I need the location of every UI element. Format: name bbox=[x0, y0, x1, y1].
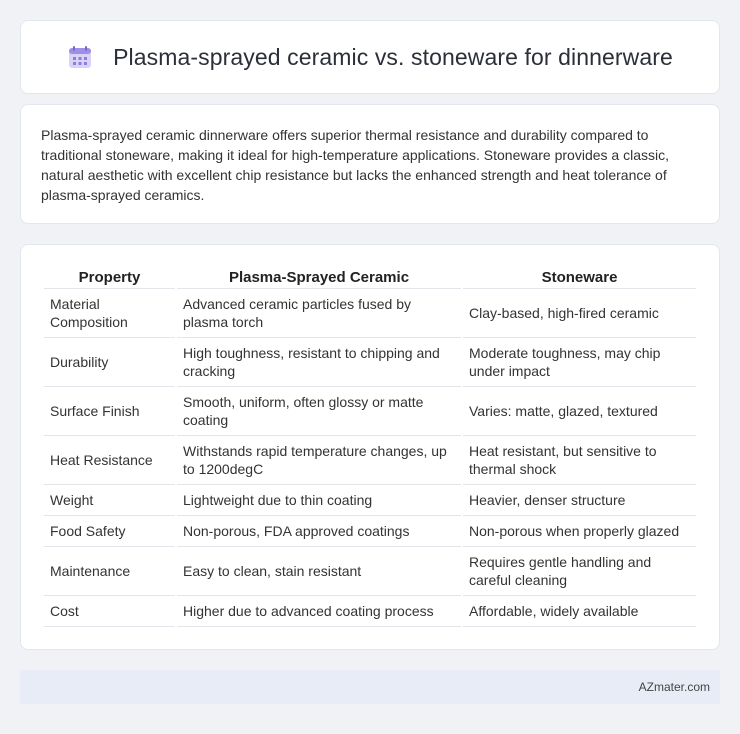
page-title: Plasma-sprayed ceramic vs. stoneware for dinnerware bbox=[113, 43, 673, 70]
property-cell: Cost bbox=[44, 596, 175, 627]
plasma-cell: High toughness, resistant to chipping and cracking bbox=[177, 338, 461, 387]
property-cell: Weight bbox=[44, 485, 175, 516]
property-cell: Durability bbox=[44, 338, 175, 387]
footer-bar bbox=[20, 670, 720, 704]
footer-brand: AZmater.com bbox=[638, 680, 710, 694]
stoneware-cell: Heavier, denser structure bbox=[463, 485, 696, 516]
table-row bbox=[44, 516, 696, 547]
table-row bbox=[44, 289, 696, 338]
table-row bbox=[44, 338, 696, 387]
summary-text: Plasma-sprayed ceramic dinnerware offers superior thermal resistance and durability compared to traditional stoneware, making it ideal for high-temperature applications. Stoneware provides a classic, natural aesthetic with excellent chip resistance but lacks the enhanced strength and heat tolerance of plasma-sprayed ceramics. bbox=[41, 127, 669, 203]
comparison-table-card bbox=[20, 244, 720, 650]
property-cell: Heat Resistance bbox=[44, 436, 175, 485]
column-header-plasma-sprayed-ceramic: Plasma-Sprayed Ceramic bbox=[177, 265, 461, 289]
property-cell: Material Composition bbox=[44, 289, 175, 338]
stoneware-cell: Affordable, widely available bbox=[463, 596, 696, 627]
plasma-cell: Withstands rapid temperature changes, up to 1200degC bbox=[177, 436, 461, 485]
column-header-property: Property bbox=[44, 265, 175, 289]
plasma-cell: Smooth, uniform, often glossy or matte coating bbox=[177, 387, 461, 436]
table-row bbox=[44, 547, 696, 596]
property-cell: Maintenance bbox=[44, 547, 175, 596]
table-header-row bbox=[44, 265, 696, 289]
comparison-table bbox=[42, 265, 698, 627]
table-row bbox=[44, 436, 696, 485]
stoneware-cell: Clay-based, high-fired ceramic bbox=[463, 289, 696, 338]
stoneware-cell: Varies: matte, glazed, textured bbox=[463, 387, 696, 436]
stoneware-cell: Heat resistant, but sensitive to thermal shock bbox=[463, 436, 696, 485]
stoneware-cell: Requires gentle handling and careful cleaning bbox=[463, 547, 696, 596]
property-cell: Surface Finish bbox=[44, 387, 175, 436]
calendar-grid-icon bbox=[67, 44, 93, 70]
title-card bbox=[20, 20, 720, 94]
plasma-cell: Higher due to advanced coating process bbox=[177, 596, 461, 627]
plasma-cell: Easy to clean, stain resistant bbox=[177, 547, 461, 596]
stoneware-cell: Non-porous when properly glazed bbox=[463, 516, 696, 547]
table-row bbox=[44, 387, 696, 436]
property-cell: Food Safety bbox=[44, 516, 175, 547]
table-row bbox=[44, 596, 696, 627]
plasma-cell: Non-porous, FDA approved coatings bbox=[177, 516, 461, 547]
plasma-cell: Advanced ceramic particles fused by plasma torch bbox=[177, 289, 461, 338]
summary-card bbox=[20, 104, 720, 224]
table-row bbox=[44, 485, 696, 516]
stoneware-cell: Moderate toughness, may chip under impact bbox=[463, 338, 696, 387]
column-header-stoneware: Stoneware bbox=[463, 265, 696, 289]
plasma-cell: Lightweight due to thin coating bbox=[177, 485, 461, 516]
